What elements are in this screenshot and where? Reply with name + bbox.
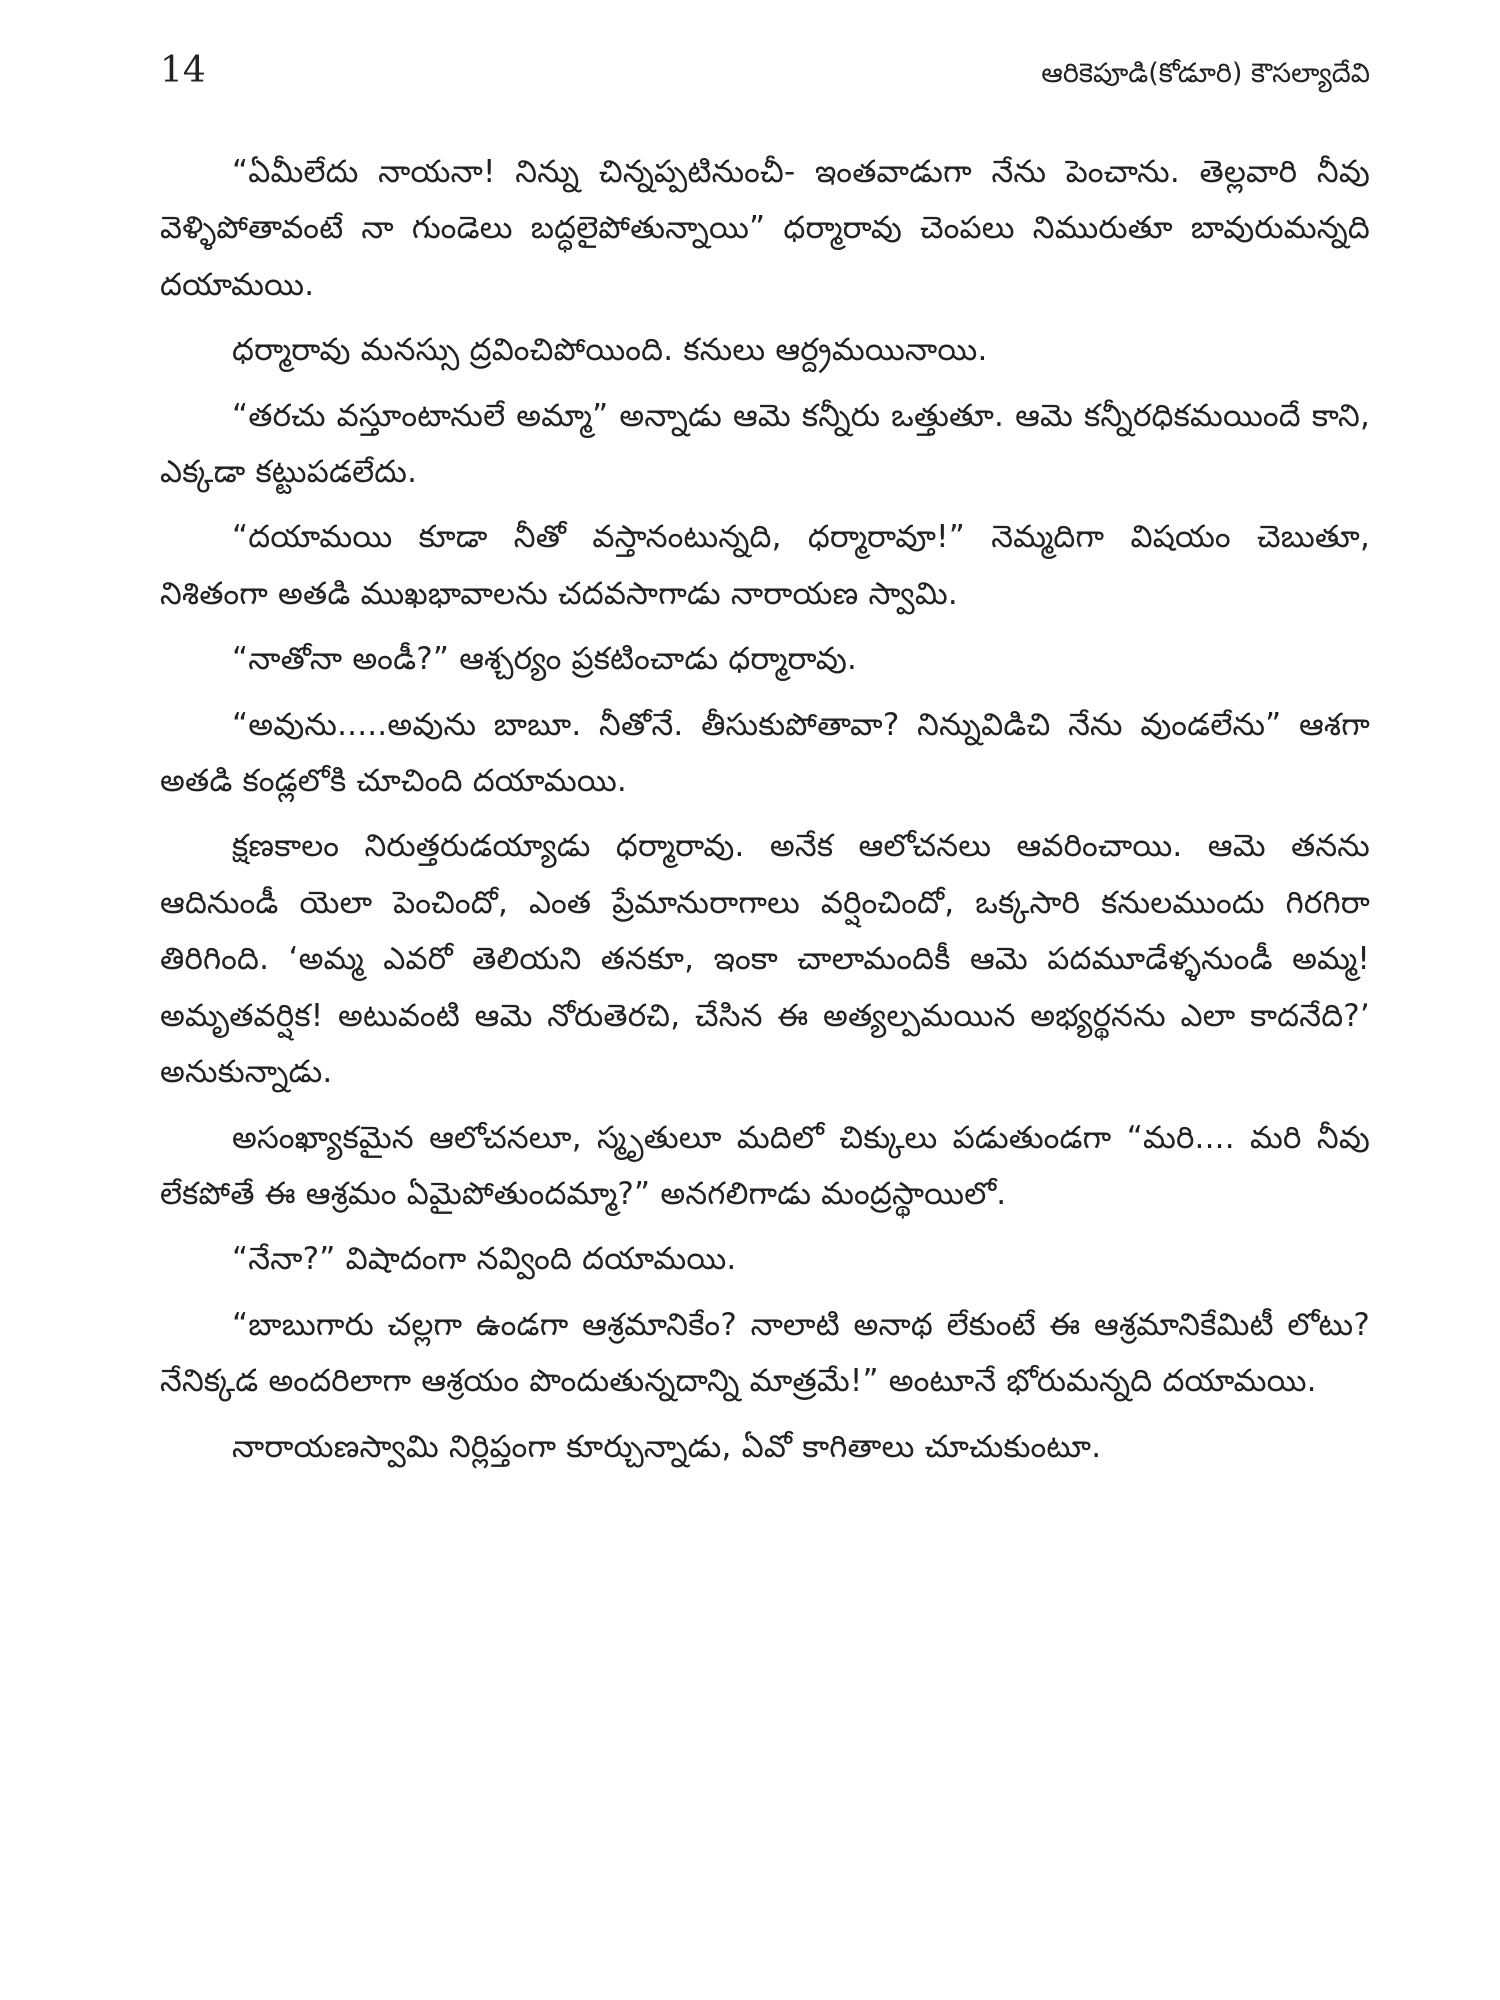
paragraph: “బాబుగారు చల్లగా ఉండగా ఆశ్రమానికేం? నాలాటి అనాథ లేకుంటే ఈ ఆశ్రమానికేమిటీ లోటు? నేనిక్కడ అందరిలాగా ఆశ్రయం పొందుతున్నదాన్ని మాత్రమే!” అంటూనే భోరుమన్నది దయామయి. bbox=[160, 1306, 1370, 1400]
paragraph: “తరచు వస్తూంటానులే అమ్మా” అన్నాడు ఆమె కన్నీరు ఒత్తుతూ. ఆమె కన్నీరధికమయిందే కాని, ఎక్కడా కట్టుపడలేదు. bbox=[160, 397, 1370, 491]
running-head: ఆరికెపూడి(కోడూరి) కౌసల్యాదేవి bbox=[1041, 58, 1370, 89]
paragraph: నారాయణస్వామి నిర్లిప్తంగా కూర్చున్నాడు, ఏవో కాగితాలు చూచుకుంటూ. bbox=[232, 1428, 1102, 1465]
paragraph: “ఏమీలేదు నాయనా! నిన్ను చిన్నప్పటినుంచీ- ఇంతవాడుగా నేను పెంచాను. తెల్లవారి నీవు వెళ్ళిపోతావంటే నా గుండెలు బద్ధలైపోతున్నాయి” ధర్మారావు చెంపలు నిమురుతూ బావురుమన్నది దయామయి. bbox=[160, 154, 1370, 303]
page-header bbox=[160, 50, 1370, 110]
page-number: 14 bbox=[160, 50, 206, 91]
paragraph: “దయామయి కూడా నీతో వస్తానంటున్నది, ధర్మారావూ!” నెమ్మదిగా విషయం చెబుతూ, నిశితంగా అతడి ముఖభావాలను చదవసాగాడు నారాయణ స్వామి. bbox=[160, 519, 1370, 612]
paragraph: “నేనా?” విషాదంగా నవ్వింది దయామయి. bbox=[232, 1241, 737, 1278]
paragraph: అసంఖ్యాకమైన ఆలోచనలూ, స్మృతులూ మదిలో చిక్కులు పడుతుండగా “మరి.... మరి నీవు లేకపోతే ఈ ఆశ్రమం ఏమైపోతుందమ్మా?” అనగలిగాడు మంద్రస్థాయిలో. bbox=[160, 1119, 1370, 1212]
page-body bbox=[160, 144, 1370, 1475]
paragraph: క్షణకాలం నిరుత్తరుడయ్యాడు ధర్మారావు. అనేక ఆలోచనలు ఆవరించాయి. ఆమె తనను ఆదినుండీ యెలా పెంచిందో, ఎంత ప్రేమానురాగాలు వర్షించిందో, ఒక్కసారి కనులముందు గిరగిరా తిరిగింది. ‘అమ్మ ఎవరో తెలియని తనకూ, ఇంకా చాలామందికీ ఆమె పదమూడేళ్ళనుండీ అమ్మ! అమృతవర్షిక! అటువంటి ఆమె నోరుతెరచి, చేసిన ఈ అత్యల్పమయిన అభ్యర్థనను ఎలా కాదనేది?’ అనుకున్నాడు. bbox=[160, 828, 1370, 1091]
paragraph: “నాతోనా అండీ?” ఆశ్చర్యం ప్రకటించాడు ధర్మారావు. bbox=[232, 641, 858, 678]
paragraph: ధర్మారావు మనస్సు ద్రవించిపోయింది. కనులు ఆర్ద్రమయినాయి. bbox=[232, 332, 988, 369]
paragraph: “అవును.....అవును బాబూ. నీతోనే. తీసుకుపోతావా? నిన్నువిడిచి నేను వుండలేను” ఆశగా అతడి కండ్లలోకి చూచింది దయామయి. bbox=[160, 706, 1370, 800]
